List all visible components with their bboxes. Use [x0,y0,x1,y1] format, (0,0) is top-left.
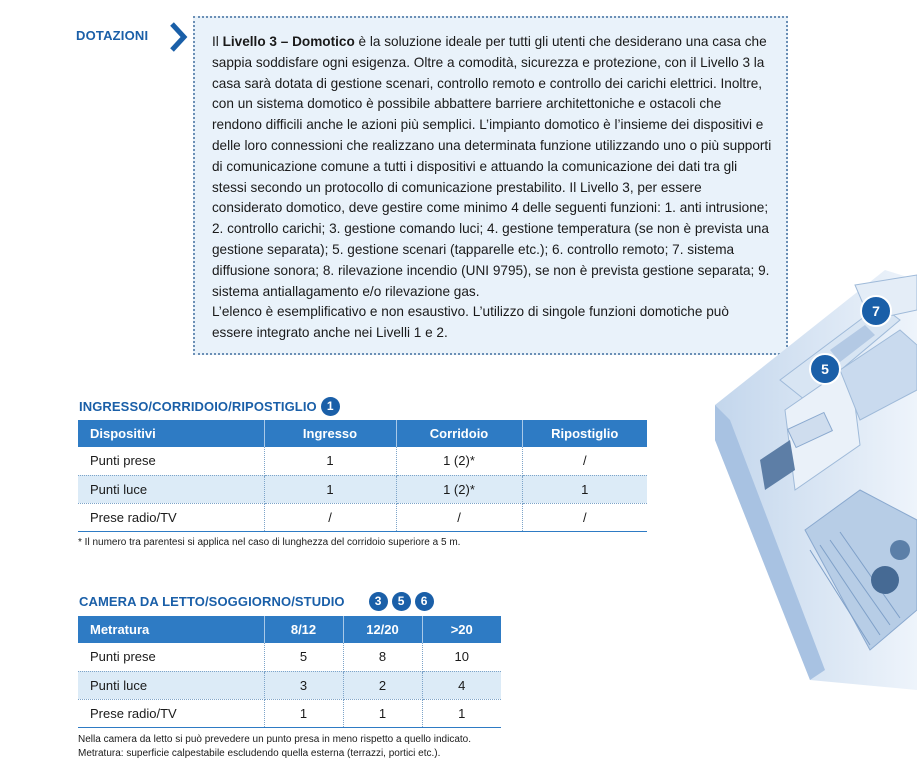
table2-title-row [79,592,434,611]
row-label: Punti prese [78,643,264,671]
table-row [78,503,647,531]
table-cell: / [264,503,396,531]
table1-badge: 1 [321,397,340,416]
table2-note-1: Nella camera da letto si può prevedere un punto presa in meno rispetto a quello indicato. [78,734,472,745]
column-header: Corridoio [396,420,522,447]
column-header: Dispositivi [78,420,264,447]
column-header: 8/12 [264,616,343,643]
column-header: Ingresso [264,420,396,447]
table-cell: 1 (2)* [396,447,522,475]
table-cell: 1 [522,475,647,503]
info-paragraph-1 [212,32,772,302]
table2-badge: 6 [415,592,434,611]
table-row [78,643,501,671]
row-label: Punti luce [78,671,264,699]
table-row [78,671,501,699]
table-cell: 10 [422,643,501,671]
row-label: Prese radio/TV [78,699,264,727]
table-cell: / [396,503,522,531]
table-cell: 3 [264,671,343,699]
table-row [78,447,647,475]
table-cell: 1 [264,699,343,727]
info-text: Il [212,34,223,49]
row-label: Punti luce [78,475,264,503]
info-bold-text: Livello 3 – Domotico [222,34,355,49]
table-cell: / [522,447,647,475]
table-cell: 1 [264,475,396,503]
table1-note: * Il numero tra parentesi si applica nel caso di lunghezza del corridoio superiore a 5 m. [78,537,461,548]
table-cell: / [522,503,647,531]
table-row [78,699,501,727]
column-header: 12/20 [343,616,422,643]
info-box [193,16,788,355]
room-badge-label: 7 [872,303,880,319]
table-cell: 2 [343,671,422,699]
row-label: Prese radio/TV [78,503,264,531]
table1-title-row [79,397,340,416]
table-camera [78,616,501,728]
column-header: Metratura [78,616,264,643]
table-row [78,475,647,503]
table2-badge: 5 [392,592,411,611]
chevron-right-icon [168,22,188,52]
table-cell: 4 [422,671,501,699]
table2-badge: 3 [369,592,388,611]
table2-note-2: Metratura: superficie calpestabile escludendo quella esterna (terrazzi, portici etc.). [78,748,441,759]
table-cell: 1 [264,447,396,475]
room-badge-label: 5 [821,361,829,377]
house-illustration [700,250,917,690]
table1-title: INGRESSO/CORRIDOIO/RIPOSTIGLIO [79,399,317,414]
table-cell: 1 [422,699,501,727]
row-label: Punti prese [78,447,264,475]
column-header: Ripostiglio [522,420,647,447]
info-paragraph-2: L’elenco è esemplificativo e non esaustivo. L’utilizzo di singole funzioni domotiche può essere integrato anche nei Livelli 1 e 2. [212,304,729,341]
section-tag: DOTAZIONI [76,28,149,43]
table2-title: CAMERA DA LETTO/SOGGIORNO/STUDIO [79,594,345,609]
column-header: >20 [422,616,501,643]
table-cell: 1 (2)* [396,475,522,503]
table-cell: 8 [343,643,422,671]
table-cell: 1 [343,699,422,727]
info-text: è la soluzione ideale per tutti gli utenti che desiderano una casa che sappia soddisfare ogni esigenza. Oltre a comodità, sicurezza e protezione, con il Livello 3 la casa sarà dotata di gestione scenari, controllo remoto e controllo dei carichi elettrici. Inoltre, con un sistema domotico è possibile abbattere barriere architettoniche e ostacoli che rendono difficili anche le azioni più semplici. L’impianto domotico è l’insieme dei dispositivi e delle loro connessioni che realizzano una determinata funzione utilizzando uno o più supporti di comunicazione comune a tutti i dispositivi e attuando la comunicazione dei dati tra gli stessi secondo un protocollo di comunicazione prestabilito. Il Livello 3, per essere considerato domotico, deve gestire come minimo 4 delle seguenti funzioni: 1. anti intrusione; 2. controllo carichi; 3. gestione comando luci; 4. gestione temperatura (se non è prevista una gestione separata); 5. gestione scenari (tapparelle etc.); 6. controllo remoto; 7. sistema diffusione sonora; 8. rilevazione incendio (UNI 9795), se non è prevista gestione separata; 9. sistema antiallagamento e/o rilevazione gas. [212,34,772,299]
table-ingresso [78,420,647,532]
table-cell: 5 [264,643,343,671]
